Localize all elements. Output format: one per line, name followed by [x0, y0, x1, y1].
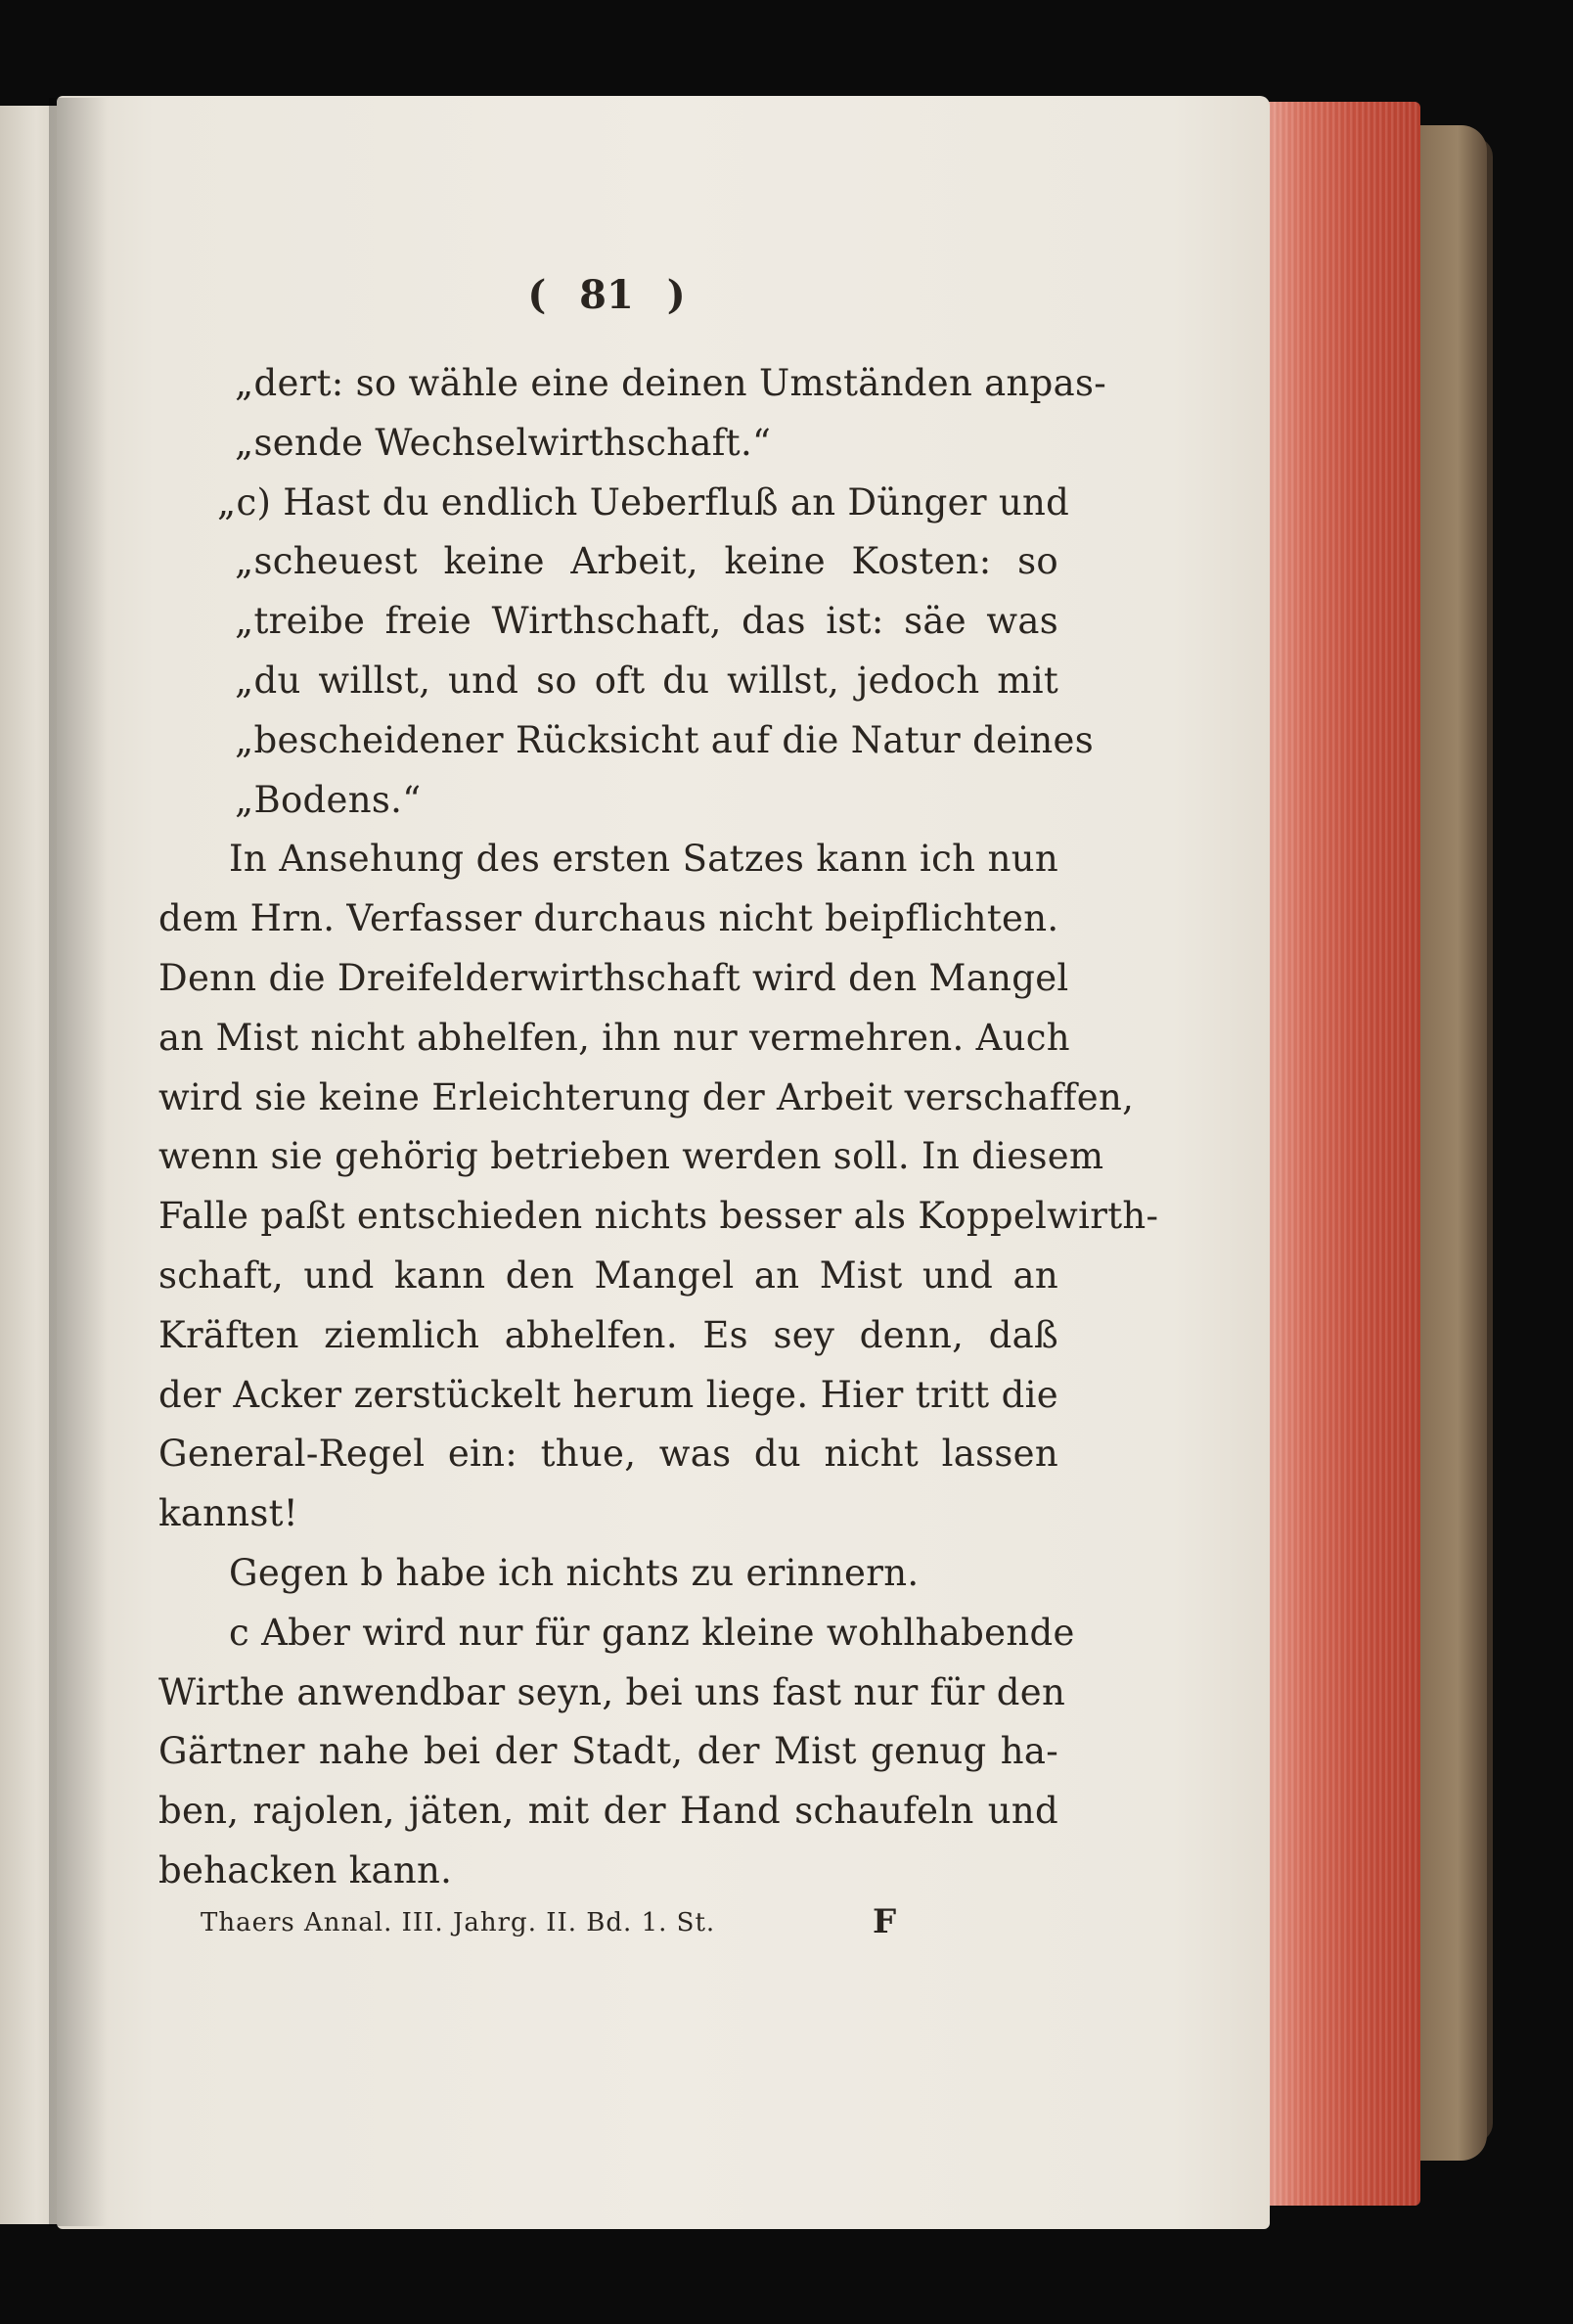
text-line: der Acker zerstückelt herum liege. Hier tritt die	[158, 1373, 1058, 1416]
text-line: „scheuest keine Arbeit, keine Kosten: so	[235, 540, 1058, 583]
text-line: behacken kann.	[158, 1848, 453, 1891]
page-fore-edge	[1262, 102, 1420, 2206]
text-line: Wirthe anwendbar seyn, bei uns fast nur für den	[158, 1670, 1066, 1713]
text-line: wird sie keine Erleichterung der Arbeit verschaffen,	[158, 1075, 1135, 1118]
text-line: General-Regel ein: thue, was du nicht lassen	[158, 1433, 1058, 1476]
text-line: Falle paßt entschieden nichts besser als Koppelwirth-	[158, 1195, 1159, 1238]
text-line: wenn sie gehörig betrieben werden soll. In diesem	[158, 1135, 1104, 1178]
text-line: „Bodens.“	[235, 778, 422, 821]
body-text	[158, 264, 1159, 1901]
text-line: an Mist nicht abhelfen, ihn nur vermehren. Auch	[158, 1016, 1070, 1059]
text-line: Gegen b habe ich nichts zu erinnern.	[229, 1551, 920, 1594]
text-line: dem Hrn. Verfasser durchaus nicht beipflichten.	[158, 897, 1059, 940]
footer-running-text: Thaers Annal. III. Jahrg. II. Bd. 1. St.	[201, 1908, 716, 1937]
text-lines	[158, 354, 1159, 1901]
text-line: „sende Wechselwirthschaft.“	[235, 421, 772, 464]
text-line: „bescheidener Rücksicht auf die Natur deines	[235, 718, 1095, 761]
text-line: „dert: so wähle eine deinen Umständen anpas-	[235, 362, 1107, 404]
text-line: ben, rajolen, jäten, mit der Hand schaufeln und	[158, 1790, 1058, 1833]
text-line: Denn die Dreifelderwirthschaft wird den Mangel	[158, 956, 1069, 999]
text-line: In Ansehung des ersten Satzes kann ich nun	[229, 838, 1058, 881]
text-line: „du willst, und so oft du willst, jedoch mit	[235, 659, 1058, 702]
text-line: c Aber wird nur für ganz kleine wohlhabende	[229, 1611, 1075, 1654]
gutter-shadow	[49, 98, 108, 2226]
text-line: kannst!	[158, 1492, 298, 1535]
signature-mark: F	[873, 1902, 897, 1941]
text-line: Kräften ziemlich abhelfen. Es sey denn, daß	[158, 1313, 1058, 1356]
text-line: „treibe freie Wirthschaft, das ist: säe was	[235, 600, 1058, 643]
text-line: „c) Hast du endlich Ueberfluß an Dünger und	[217, 480, 1070, 524]
text-line: schaft, und kann den Mangel an Mist und an	[158, 1253, 1058, 1297]
text-line: Gärtner nahe bei der Stadt, der Mist genug ha-	[158, 1730, 1058, 1773]
page-number: ( 81 )	[527, 272, 686, 318]
header-spacer	[158, 264, 1058, 354]
